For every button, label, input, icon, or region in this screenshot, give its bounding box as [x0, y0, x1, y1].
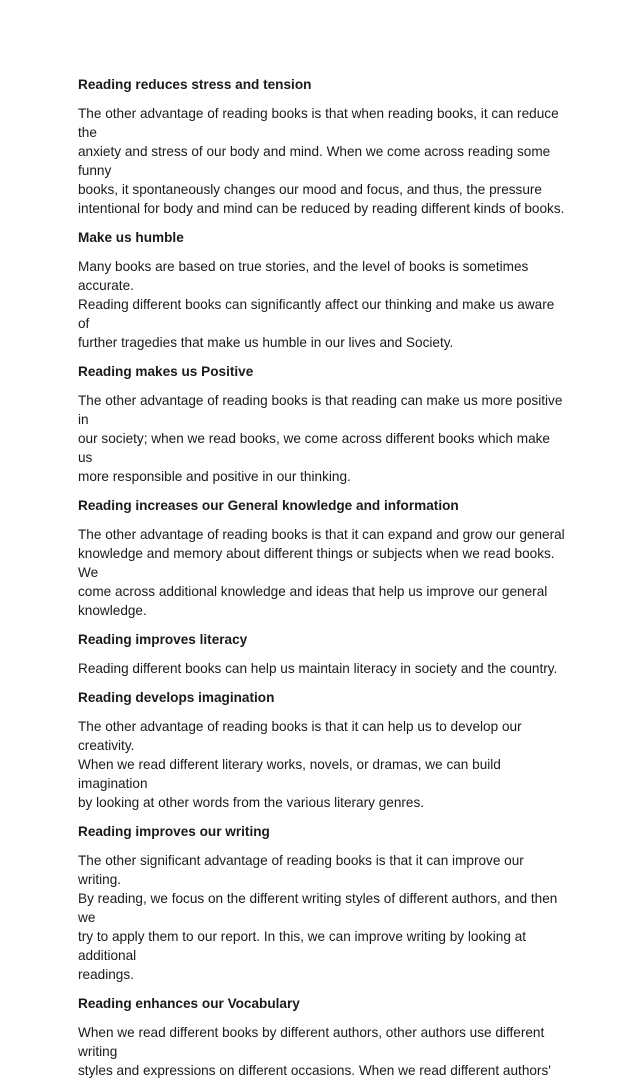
section-heading: Reading makes us Positive [78, 364, 254, 379]
section-paragraph: The other advantage of reading books is that it can help us to develop our creativity. When we read different literary works, novels, or dramas, we can build imagination by looking at other words from the various literary genres. [78, 719, 522, 810]
section-stress [78, 75, 568, 218]
section-heading: Reading improves our writing [78, 824, 270, 839]
section-vocabulary [78, 994, 568, 1080]
section-writing [78, 822, 568, 984]
document-page [78, 75, 568, 1080]
section-paragraph: The other advantage of reading books is that it can expand and grow our general knowledge and memory about different things or subjects when we read books. We come across additional knowledge and ideas that help us improve our general knowledge. [78, 527, 565, 618]
section-heading: Reading increases our General knowledge and information [78, 498, 459, 513]
section-positive [78, 362, 568, 486]
section-paragraph: The other advantage of reading books is that when reading books, it can reduce the anxiety and stress of our body and mind. When we come across reading some funny books, it spontaneously changes our mood and focus, and thus, the pressure intentional for body and mind can be reduced by reading different kinds of books. [78, 106, 565, 216]
section-heading: Reading enhances our Vocabulary [78, 996, 300, 1011]
section-heading: Make us humble [78, 230, 184, 245]
section-heading: Reading reduces stress and tension [78, 77, 312, 92]
section-general-knowledge [78, 496, 568, 620]
section-heading: Reading improves literacy [78, 632, 248, 647]
section-literacy [78, 630, 568, 678]
section-paragraph: Reading different books can help us maintain literacy in society and the country. [78, 661, 558, 676]
section-paragraph: Many books are based on true stories, and the level of books is sometimes accurate. Reading different books can significantly affect our thinking and make us aware of further tragedies that make us humble in our lives and Society. [78, 259, 555, 350]
section-heading: Reading develops imagination [78, 690, 275, 705]
section-imagination [78, 688, 568, 812]
section-paragraph: The other significant advantage of reading books is that it can improve our writing. By reading, we focus on the different writing styles of different authors, and then we try to apply them to our report. In this, we can improve writing by looking at additional readings. [78, 853, 558, 982]
section-paragraph: When we read different books by different authors, other authors use different writing styles and expressions on different occasions. When we read different authors' [78, 1025, 551, 1078]
section-humble [78, 228, 568, 352]
section-paragraph: The other advantage of reading books is that reading can make us more positive in our society; when we read books, we come across different books which make us more responsible and positive in our thinking. [78, 393, 563, 484]
